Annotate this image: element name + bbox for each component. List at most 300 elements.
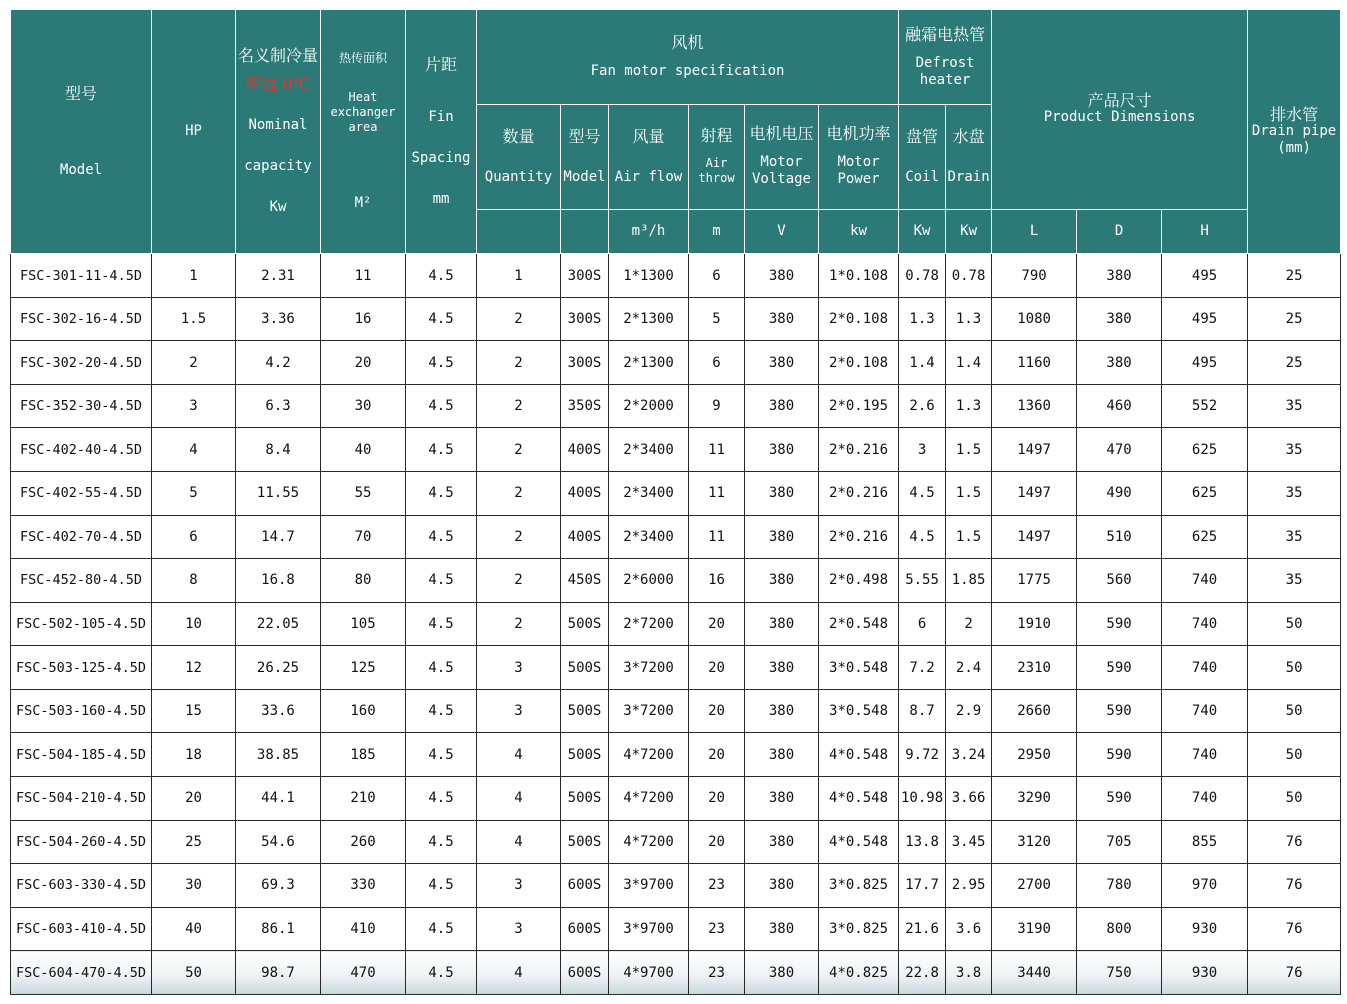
cell-area: 470 (321, 951, 406, 995)
spec-table-container (10, 9, 1340, 995)
cell-motor-voltage: 380 (745, 776, 819, 820)
cell-model: FSC-504-260-4.5D (11, 820, 152, 864)
cell-drain-pipe: 35 (1248, 559, 1341, 603)
table-row (11, 951, 1341, 995)
cell-model: FSC-604-470-4.5D (11, 951, 152, 995)
cell-coil-heater: 2.6 (899, 384, 946, 428)
cell-drain-pipe: 35 (1248, 384, 1341, 428)
cell-drain-heater: 2.95 (946, 864, 992, 908)
cell-fin-spacing: 4.5 (406, 559, 477, 603)
cell-fan-model: 500S (561, 776, 609, 820)
cell-motor-voltage: 380 (745, 602, 819, 646)
cell-air-flow: 2*1300 (609, 341, 689, 385)
cell-model: FSC-402-70-4.5D (11, 515, 152, 559)
cell-air-throw: 20 (689, 776, 745, 820)
cell-motor-power: 2*0.108 (819, 297, 899, 341)
cell-area: 330 (321, 864, 406, 908)
cell-dim-h: 740 (1162, 733, 1248, 777)
cell-fin-spacing: 4.5 (406, 776, 477, 820)
cell-motor-power: 3*0.825 (819, 907, 899, 951)
cell-area: 11 (321, 254, 406, 298)
header-dimensions-group: 产品尺寸 Product Dimensions (992, 10, 1248, 210)
header-airflow-unit: m³/h (609, 209, 689, 254)
cell-air-throw: 11 (689, 428, 745, 472)
header-hp: HP (152, 10, 236, 254)
cell-capacity: 8.4 (236, 428, 321, 472)
header-defrost-group: 融霜电热管 Defrost heater (899, 10, 992, 105)
cell-drain-pipe: 50 (1248, 602, 1341, 646)
cell-drain-pipe: 25 (1248, 254, 1341, 298)
cell-dim-l: 1160 (992, 341, 1077, 385)
header-area: 热传面积 Heat exchanger area M² (321, 10, 406, 254)
table-row (11, 297, 1341, 341)
cell-motor-power: 2*0.548 (819, 602, 899, 646)
cell-air-flow: 2*1300 (609, 297, 689, 341)
cell-dim-d: 590 (1077, 689, 1162, 733)
cell-fin-spacing: 4.5 (406, 820, 477, 864)
cell-motor-voltage: 380 (745, 820, 819, 864)
cell-fan-model: 500S (561, 820, 609, 864)
cell-motor-voltage: 380 (745, 297, 819, 341)
cell-model: FSC-504-210-4.5D (11, 776, 152, 820)
cell-hp: 30 (152, 864, 236, 908)
cell-drain-pipe: 25 (1248, 341, 1341, 385)
cell-motor-voltage: 380 (745, 515, 819, 559)
cell-hp: 20 (152, 776, 236, 820)
cell-fan-quantity: 4 (477, 776, 561, 820)
cell-fin-spacing: 4.5 (406, 951, 477, 995)
cell-air-flow: 2*6000 (609, 559, 689, 603)
header-voltage: 电机电压 Motor Voltage (745, 105, 819, 209)
cell-air-flow: 2*3400 (609, 472, 689, 516)
cell-coil-heater: 10.98 (899, 776, 946, 820)
cell-capacity: 11.55 (236, 472, 321, 516)
cell-area: 80 (321, 559, 406, 603)
table-row (11, 472, 1341, 516)
cell-motor-power: 4*0.825 (819, 951, 899, 995)
cell-air-flow: 2*3400 (609, 515, 689, 559)
cell-dim-h: 552 (1162, 384, 1248, 428)
cell-fan-model: 600S (561, 907, 609, 951)
cell-area: 40 (321, 428, 406, 472)
table-header (11, 10, 1341, 254)
cell-air-flow: 3*9700 (609, 907, 689, 951)
cell-hp: 1 (152, 254, 236, 298)
header-throw: 射程 Air throw (689, 105, 745, 209)
cell-capacity: 86.1 (236, 907, 321, 951)
cell-air-flow: 2*7200 (609, 602, 689, 646)
cell-coil-heater: 21.6 (899, 907, 946, 951)
cell-drain-pipe: 35 (1248, 472, 1341, 516)
cell-area: 55 (321, 472, 406, 516)
table-row (11, 864, 1341, 908)
cell-drain-heater: 2 (946, 602, 992, 646)
table-row (11, 646, 1341, 690)
header-model-en: Model (59, 161, 103, 178)
cell-dim-l: 1910 (992, 602, 1077, 646)
cell-fan-quantity: 2 (477, 384, 561, 428)
cell-fin-spacing: 4.5 (406, 341, 477, 385)
cell-motor-power: 3*0.548 (819, 689, 899, 733)
cell-coil-heater: 9.72 (899, 733, 946, 777)
cell-coil-heater: 8.7 (899, 689, 946, 733)
cell-drain-heater: 3.45 (946, 820, 992, 864)
cell-fan-quantity: 2 (477, 428, 561, 472)
cell-capacity: 2.31 (236, 254, 321, 298)
header-power-unit: kw (819, 209, 899, 254)
table-body (11, 254, 1341, 995)
cell-area: 160 (321, 689, 406, 733)
cell-air-throw: 20 (689, 820, 745, 864)
cell-dim-h: 495 (1162, 341, 1248, 385)
cell-fan-model: 300S (561, 297, 609, 341)
cell-model: FSC-402-55-4.5D (11, 472, 152, 516)
cell-fan-model: 500S (561, 689, 609, 733)
header-dim-l: L (992, 209, 1077, 254)
cell-dim-h: 740 (1162, 602, 1248, 646)
cell-hp: 6 (152, 515, 236, 559)
cell-air-throw: 16 (689, 559, 745, 603)
cell-dim-d: 510 (1077, 515, 1162, 559)
cell-air-flow: 4*9700 (609, 951, 689, 995)
cell-dim-l: 2700 (992, 864, 1077, 908)
cell-fan-model: 350S (561, 384, 609, 428)
cell-coil-heater: 3 (899, 428, 946, 472)
cell-hp: 8 (152, 559, 236, 603)
cell-coil-heater: 4.5 (899, 515, 946, 559)
cell-area: 210 (321, 776, 406, 820)
cell-drain-pipe: 35 (1248, 428, 1341, 472)
cell-area: 70 (321, 515, 406, 559)
cell-motor-voltage: 380 (745, 689, 819, 733)
cell-area: 16 (321, 297, 406, 341)
cell-area: 105 (321, 602, 406, 646)
cell-dim-d: 750 (1077, 951, 1162, 995)
cell-air-throw: 6 (689, 254, 745, 298)
table-row (11, 428, 1341, 472)
cell-model: FSC-452-80-4.5D (11, 559, 152, 603)
cell-area: 260 (321, 820, 406, 864)
cell-fan-model: 500S (561, 733, 609, 777)
cell-fan-quantity: 2 (477, 515, 561, 559)
header-airflow: 风量 Air flow (609, 105, 689, 209)
cell-drain-pipe: 76 (1248, 951, 1341, 995)
cell-air-throw: 20 (689, 689, 745, 733)
cell-drain-heater: 3.24 (946, 733, 992, 777)
cell-drain-heater: 1.3 (946, 384, 992, 428)
cell-motor-power: 2*0.216 (819, 428, 899, 472)
header-coil-unit: Kw (899, 209, 946, 254)
cell-drain-heater: 3.8 (946, 951, 992, 995)
cell-dim-h: 740 (1162, 559, 1248, 603)
cell-motor-voltage: 380 (745, 864, 819, 908)
cell-dim-d: 460 (1077, 384, 1162, 428)
cell-drain-pipe: 25 (1248, 297, 1341, 341)
cell-area: 410 (321, 907, 406, 951)
cell-dim-d: 590 (1077, 602, 1162, 646)
header-throw-unit: m (689, 209, 745, 254)
cell-drain-heater: 3.6 (946, 907, 992, 951)
cell-air-throw: 23 (689, 907, 745, 951)
cell-coil-heater: 6 (899, 602, 946, 646)
cell-fan-model: 500S (561, 602, 609, 646)
cell-dim-h: 740 (1162, 646, 1248, 690)
cell-hp: 25 (152, 820, 236, 864)
cell-hp: 3 (152, 384, 236, 428)
cell-air-flow: 1*1300 (609, 254, 689, 298)
cell-hp: 2 (152, 341, 236, 385)
table-row (11, 733, 1341, 777)
cell-model: FSC-302-20-4.5D (11, 341, 152, 385)
cell-dim-d: 470 (1077, 428, 1162, 472)
cell-drain-heater: 0.78 (946, 254, 992, 298)
cell-fan-quantity: 2 (477, 297, 561, 341)
cell-dim-l: 2950 (992, 733, 1077, 777)
cell-drain-pipe: 76 (1248, 864, 1341, 908)
header-quantity-unit (477, 209, 561, 254)
cell-fin-spacing: 4.5 (406, 689, 477, 733)
cell-model: FSC-352-30-4.5D (11, 384, 152, 428)
cell-motor-voltage: 380 (745, 384, 819, 428)
cell-drain-heater: 1.85 (946, 559, 992, 603)
cell-coil-heater: 4.5 (899, 472, 946, 516)
cell-dim-d: 380 (1077, 297, 1162, 341)
cell-drain-pipe: 76 (1248, 820, 1341, 864)
cell-area: 20 (321, 341, 406, 385)
cell-area: 185 (321, 733, 406, 777)
cell-motor-power: 2*0.216 (819, 515, 899, 559)
cell-fan-model: 600S (561, 951, 609, 995)
cell-hp: 10 (152, 602, 236, 646)
table-row (11, 515, 1341, 559)
cell-drain-heater: 1.5 (946, 472, 992, 516)
cell-air-throw: 23 (689, 951, 745, 995)
cell-dim-h: 930 (1162, 907, 1248, 951)
cell-coil-heater: 1.3 (899, 297, 946, 341)
cell-motor-power: 4*0.548 (819, 820, 899, 864)
cell-motor-power: 2*0.108 (819, 341, 899, 385)
cell-air-flow: 4*7200 (609, 820, 689, 864)
header-coil: 盘管 Coil (899, 105, 946, 209)
cell-drain-heater: 2.4 (946, 646, 992, 690)
cell-coil-heater: 1.4 (899, 341, 946, 385)
cell-motor-power: 3*0.825 (819, 864, 899, 908)
cell-coil-heater: 7.2 (899, 646, 946, 690)
cell-fan-model: 600S (561, 864, 609, 908)
cell-dim-l: 1497 (992, 515, 1077, 559)
cell-fan-model: 400S (561, 428, 609, 472)
cell-model: FSC-502-105-4.5D (11, 602, 152, 646)
evaporator-spec-table (10, 9, 1341, 995)
cell-model: FSC-503-160-4.5D (11, 689, 152, 733)
cell-dim-l: 1360 (992, 384, 1077, 428)
header-model (11, 10, 152, 254)
cell-motor-power: 2*0.195 (819, 384, 899, 428)
cell-motor-voltage: 380 (745, 254, 819, 298)
header-drain-unit: Kw (946, 209, 992, 254)
cell-model: FSC-603-330-4.5D (11, 864, 152, 908)
cell-hp: 40 (152, 907, 236, 951)
cell-dim-l: 2660 (992, 689, 1077, 733)
cell-fin-spacing: 4.5 (406, 602, 477, 646)
cell-fan-model: 450S (561, 559, 609, 603)
cell-fan-model: 400S (561, 472, 609, 516)
cell-fin-spacing: 4.5 (406, 428, 477, 472)
cell-dim-l: 1775 (992, 559, 1077, 603)
cell-drain-heater: 1.5 (946, 428, 992, 472)
cell-dim-h: 625 (1162, 515, 1248, 559)
cell-dim-l: 1497 (992, 472, 1077, 516)
cell-fan-quantity: 2 (477, 341, 561, 385)
cell-motor-voltage: 380 (745, 559, 819, 603)
header-voltage-unit: V (745, 209, 819, 254)
cell-dim-d: 780 (1077, 864, 1162, 908)
cell-motor-voltage: 380 (745, 907, 819, 951)
cell-fan-quantity: 3 (477, 689, 561, 733)
cell-fin-spacing: 4.5 (406, 733, 477, 777)
cell-dim-l: 1080 (992, 297, 1077, 341)
header-capacity: 名义制冷量 库温 0℃ Nominal capacity Kw (236, 10, 321, 254)
cell-hp: 15 (152, 689, 236, 733)
cell-dim-d: 590 (1077, 776, 1162, 820)
cell-motor-voltage: 380 (745, 428, 819, 472)
cell-air-flow: 4*7200 (609, 776, 689, 820)
cell-coil-heater: 22.8 (899, 951, 946, 995)
cell-air-flow: 4*7200 (609, 733, 689, 777)
cell-dim-d: 380 (1077, 341, 1162, 385)
cell-coil-heater: 0.78 (899, 254, 946, 298)
cell-drain-pipe: 50 (1248, 733, 1341, 777)
cell-model: FSC-503-125-4.5D (11, 646, 152, 690)
header-dim-d: D (1077, 209, 1162, 254)
cell-fan-quantity: 3 (477, 646, 561, 690)
cell-dim-h: 740 (1162, 776, 1248, 820)
cell-dim-h: 495 (1162, 254, 1248, 298)
cell-air-throw: 11 (689, 472, 745, 516)
cell-air-throw: 20 (689, 646, 745, 690)
cell-motor-voltage: 380 (745, 733, 819, 777)
header-fan-model: 型号 Model (561, 105, 609, 209)
cell-capacity: 4.2 (236, 341, 321, 385)
cell-drain-heater: 1.5 (946, 515, 992, 559)
cell-air-throw: 5 (689, 297, 745, 341)
cell-motor-power: 2*0.498 (819, 559, 899, 603)
cell-dim-l: 3290 (992, 776, 1077, 820)
cell-model: FSC-302-16-4.5D (11, 297, 152, 341)
cell-hp: 18 (152, 733, 236, 777)
cell-dim-d: 800 (1077, 907, 1162, 951)
cell-dim-l: 790 (992, 254, 1077, 298)
cell-model: FSC-301-11-4.5D (11, 254, 152, 298)
cell-area: 125 (321, 646, 406, 690)
cell-capacity: 69.3 (236, 864, 321, 908)
cell-air-throw: 20 (689, 733, 745, 777)
cell-drain-heater: 1.4 (946, 341, 992, 385)
cell-drain-pipe: 50 (1248, 776, 1341, 820)
cell-drain-pipe: 50 (1248, 646, 1341, 690)
table-row (11, 559, 1341, 603)
cell-fan-quantity: 1 (477, 254, 561, 298)
header-fan-model-unit (561, 209, 609, 254)
cell-capacity: 6.3 (236, 384, 321, 428)
cell-drain-heater: 1.3 (946, 297, 992, 341)
cell-dim-l: 3440 (992, 951, 1077, 995)
cell-capacity: 54.6 (236, 820, 321, 864)
cell-air-flow: 3*9700 (609, 864, 689, 908)
table-row (11, 907, 1341, 951)
cell-fin-spacing: 4.5 (406, 515, 477, 559)
cell-capacity: 98.7 (236, 951, 321, 995)
header-quantity: 数量 Quantity (477, 105, 561, 209)
cell-air-throw: 6 (689, 341, 745, 385)
header-capacity-temp: 库温 0℃ (245, 75, 311, 95)
cell-fin-spacing: 4.5 (406, 254, 477, 298)
cell-capacity: 3.36 (236, 297, 321, 341)
header-fin: 片距 Fin Spacing mm (406, 10, 477, 254)
cell-capacity: 26.25 (236, 646, 321, 690)
header-dim-h: H (1162, 209, 1248, 254)
table-row (11, 341, 1341, 385)
cell-motor-voltage: 380 (745, 646, 819, 690)
cell-dim-d: 560 (1077, 559, 1162, 603)
cell-dim-d: 380 (1077, 254, 1162, 298)
cell-dim-h: 970 (1162, 864, 1248, 908)
cell-air-flow: 2*3400 (609, 428, 689, 472)
cell-fin-spacing: 4.5 (406, 864, 477, 908)
cell-fan-quantity: 4 (477, 820, 561, 864)
cell-model: FSC-504-185-4.5D (11, 733, 152, 777)
cell-hp: 5 (152, 472, 236, 516)
cell-motor-power: 4*0.548 (819, 776, 899, 820)
cell-fan-model: 300S (561, 341, 609, 385)
header-fan-group: 风机 Fan motor specification (477, 10, 899, 105)
cell-dim-d: 590 (1077, 733, 1162, 777)
cell-fan-model: 500S (561, 646, 609, 690)
cell-dim-h: 930 (1162, 951, 1248, 995)
cell-fan-quantity: 3 (477, 907, 561, 951)
table-row (11, 776, 1341, 820)
header-drain-pipe: 排水管 Drain pipe (mm) (1248, 10, 1341, 254)
cell-fan-quantity: 2 (477, 602, 561, 646)
cell-drain-pipe: 50 (1248, 689, 1341, 733)
cell-fan-quantity: 2 (477, 559, 561, 603)
cell-fan-model: 300S (561, 254, 609, 298)
cell-model: FSC-402-40-4.5D (11, 428, 152, 472)
cell-drain-pipe: 76 (1248, 907, 1341, 951)
cell-dim-d: 490 (1077, 472, 1162, 516)
table-row (11, 689, 1341, 733)
cell-motor-power: 3*0.548 (819, 646, 899, 690)
cell-fin-spacing: 4.5 (406, 646, 477, 690)
table-row (11, 820, 1341, 864)
cell-drain-heater: 2.9 (946, 689, 992, 733)
table-row (11, 602, 1341, 646)
cell-coil-heater: 17.7 (899, 864, 946, 908)
cell-fin-spacing: 4.5 (406, 297, 477, 341)
cell-fan-quantity: 3 (477, 864, 561, 908)
cell-hp: 12 (152, 646, 236, 690)
cell-fin-spacing: 4.5 (406, 907, 477, 951)
cell-coil-heater: 5.55 (899, 559, 946, 603)
cell-motor-voltage: 380 (745, 951, 819, 995)
cell-drain-heater: 3.66 (946, 776, 992, 820)
cell-capacity: 38.85 (236, 733, 321, 777)
cell-motor-voltage: 380 (745, 341, 819, 385)
cell-fan-quantity: 4 (477, 951, 561, 995)
cell-air-throw: 11 (689, 515, 745, 559)
header-model-cn: 型号 (64, 83, 97, 103)
cell-hp: 1.5 (152, 297, 236, 341)
